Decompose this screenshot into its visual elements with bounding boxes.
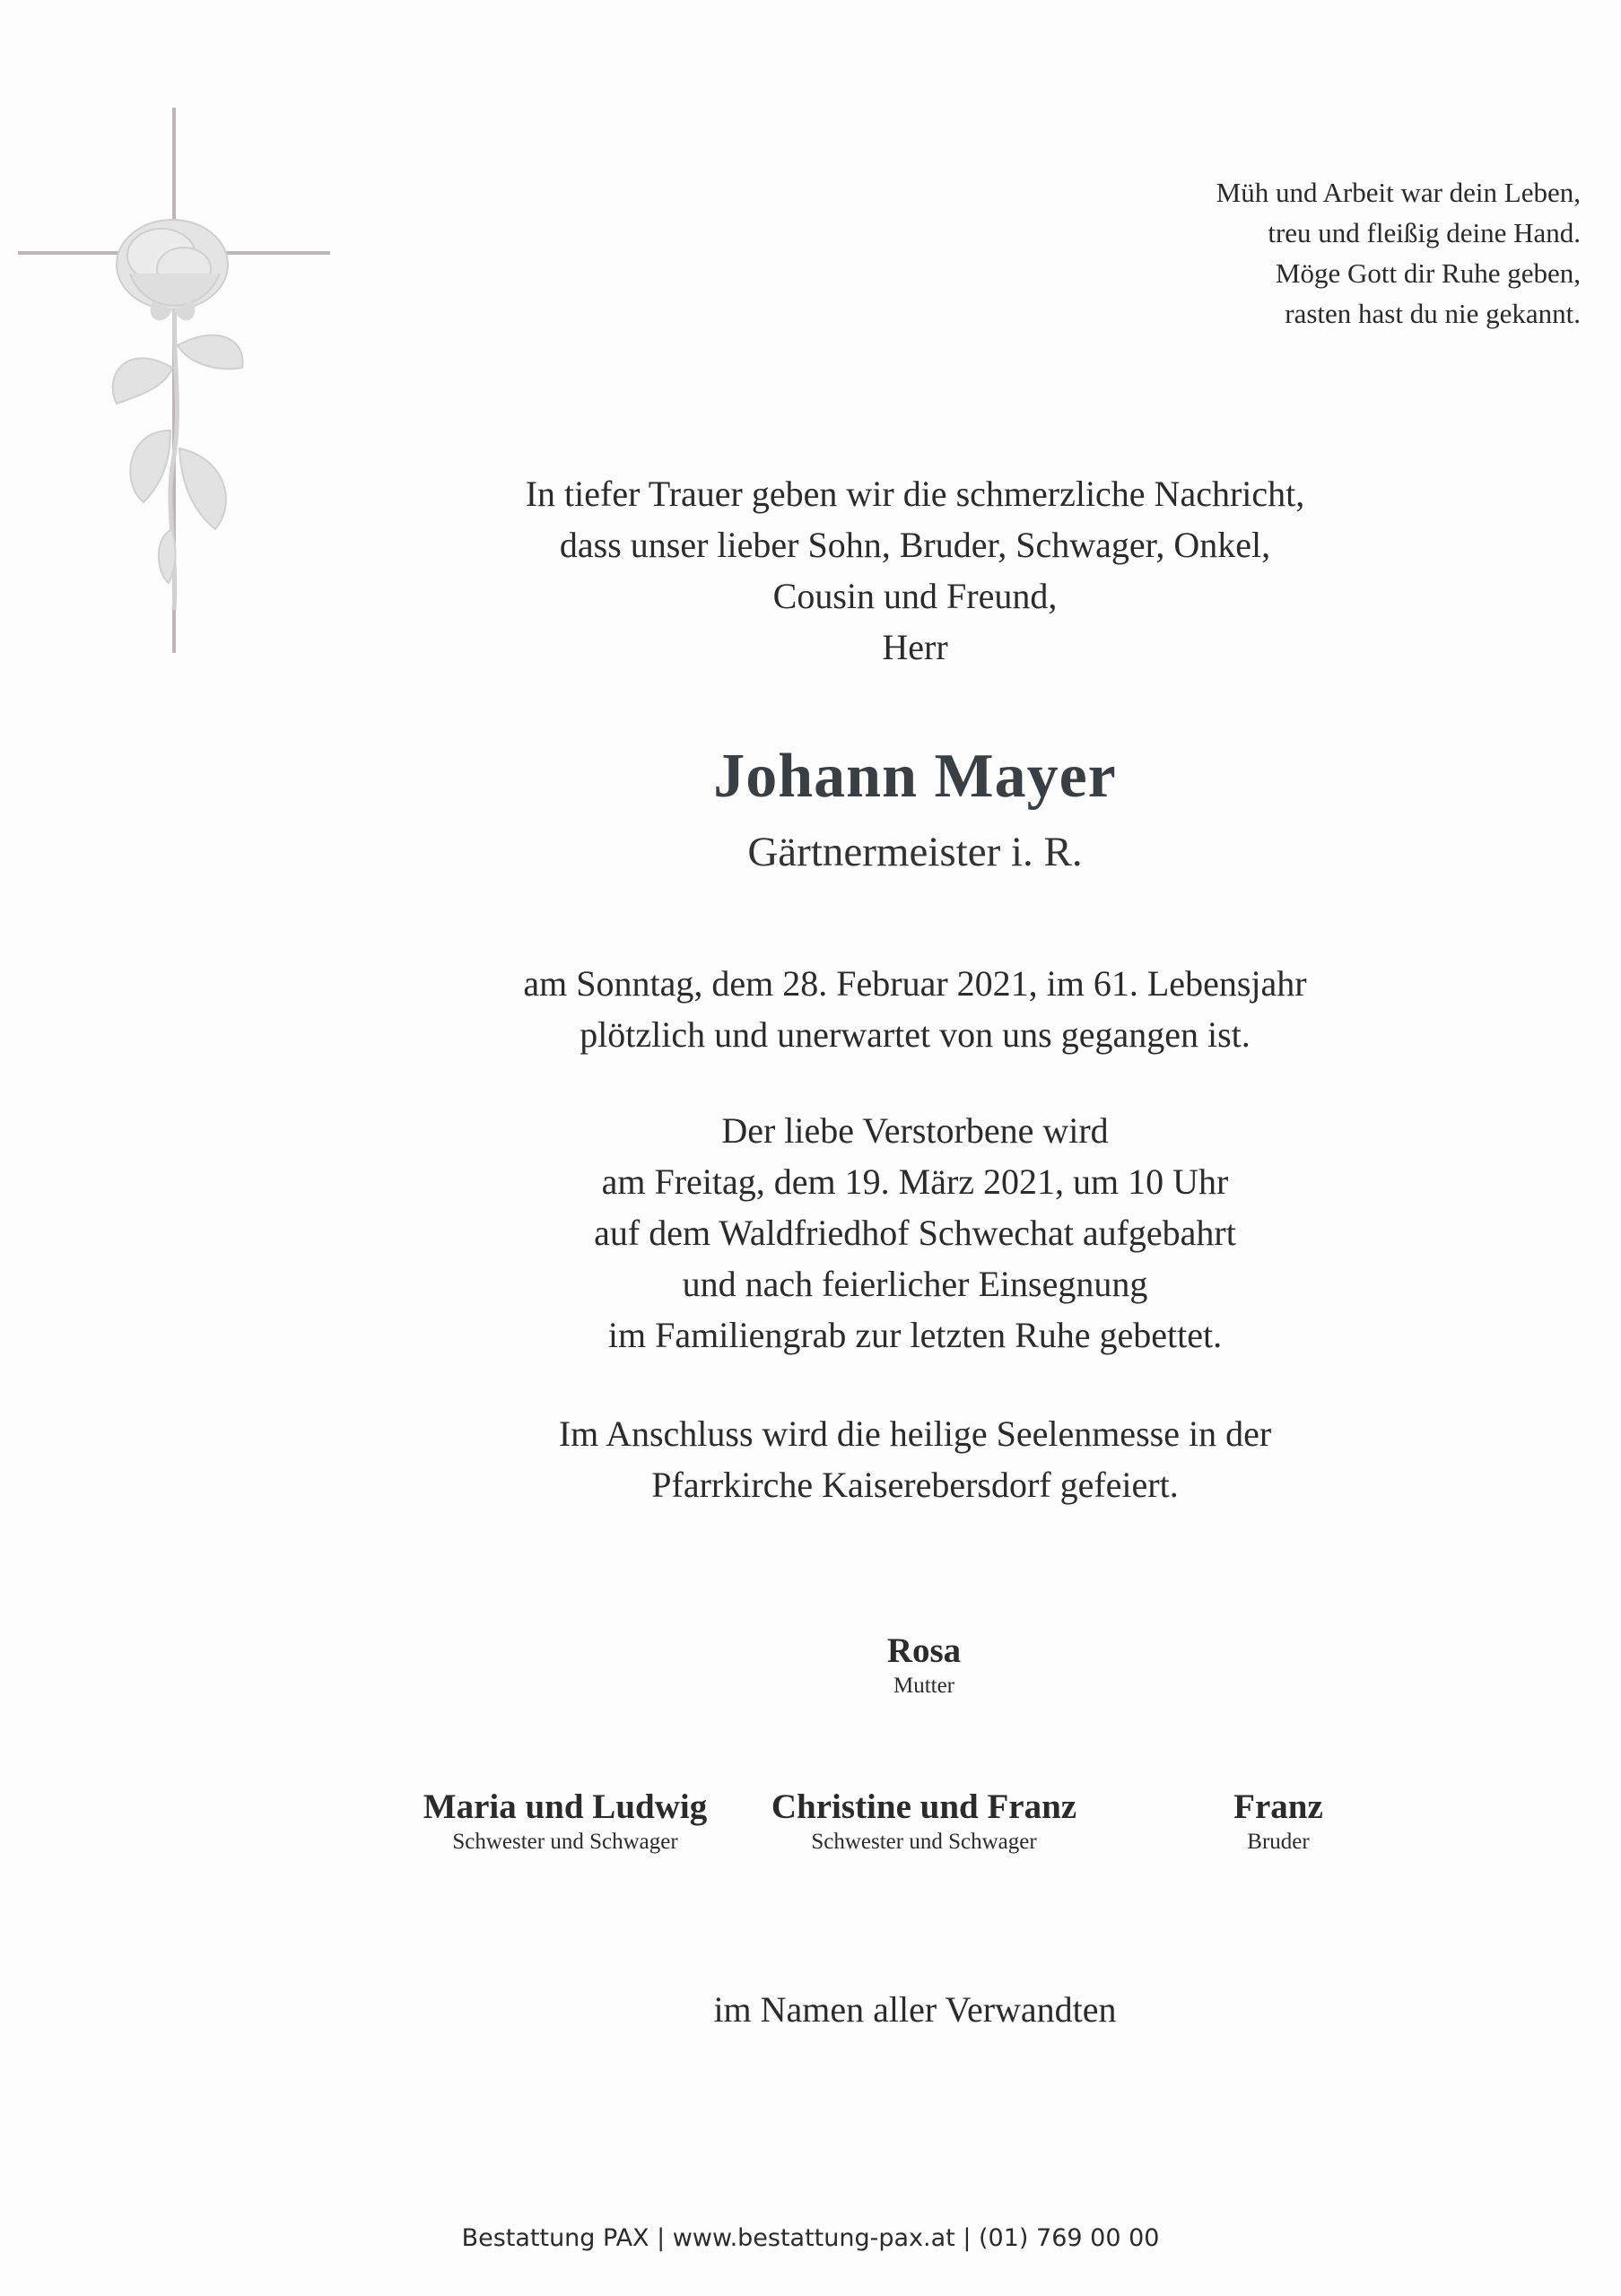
mourner-relation: Bruder: [1247, 1830, 1310, 1854]
intro-line: In tiefer Trauer geben wir die schmerzliche Nachricht,: [525, 474, 1305, 514]
funeral-line: auf dem Waldfriedhof Schwechat aufgebahrt: [594, 1213, 1236, 1253]
funeral-details: [377, 1105, 1453, 1361]
mourner-mother: [789, 1631, 1059, 1700]
poem: [953, 172, 1581, 334]
closing-line: im Namen aller Verwandten: [713, 1989, 1117, 2030]
poem-line: Müh und Arbeit war dein Leben,: [1216, 177, 1581, 208]
mourner-relation: Schwester und Schwager: [452, 1830, 678, 1854]
footer-contact: Bestattung PAX | www.bestattung-pax.at | (01) 769 00 00: [461, 2224, 1160, 2252]
intro-line: Herr: [882, 627, 948, 667]
death-line: plötzlich und unerwartet von uns gegangen ist.: [580, 1014, 1251, 1055]
deceased-profession: Gärtnermeister i. R.: [747, 829, 1083, 875]
funeral-line: und nach feierlicher Einsegnung: [682, 1264, 1148, 1304]
death-details: [377, 958, 1453, 1060]
mass-line: Pfarrkirche Kaiserebersdorf gefeiert.: [651, 1465, 1179, 1505]
intro-line: Cousin und Freund,: [772, 576, 1058, 616]
announcement-intro: [377, 468, 1453, 673]
funeral-line: Der liebe Verstorbene wird: [721, 1110, 1109, 1151]
mourner-relation: Schwester und Schwager: [811, 1830, 1037, 1854]
mourner-name: Christine und Franz: [771, 1787, 1077, 1826]
mourner-name: Rosa: [886, 1631, 962, 1670]
mourner-name: Franz: [1233, 1787, 1323, 1826]
mourner-relation: Mutter: [893, 1674, 955, 1698]
deceased-name: Johann Mayer: [713, 742, 1117, 811]
poem-line: Möge Gott dir Ruhe geben,: [1275, 257, 1581, 289]
cross-with-rose-icon: [18, 108, 332, 655]
death-line: am Sonntag, dem 28. Februar 2021, im 61. Lebensjahr: [523, 963, 1307, 1004]
intro-line: dass unser lieber Sohn, Bruder, Schwager, Onkel,: [559, 525, 1271, 565]
mass-details: [377, 1408, 1453, 1510]
mourner-name: Maria und Ludwig: [423, 1787, 708, 1826]
funeral-line: im Familiengrab zur letzten Ruhe gebettet.: [607, 1315, 1223, 1355]
funeral-line: am Freitag, dem 19. März 2021, um 10 Uhr: [601, 1161, 1229, 1202]
mourner-brother: [1144, 1787, 1413, 1857]
poem-line: treu und fleißig deine Hand.: [1268, 217, 1581, 248]
mourner-sister-2: [745, 1787, 1103, 1857]
mass-line: Im Anschluss wird die heilige Seelenmesse in der: [558, 1413, 1272, 1454]
poem-line: rasten hast du nie gekannt.: [1285, 298, 1581, 329]
mourner-sister-1: [386, 1787, 745, 1857]
